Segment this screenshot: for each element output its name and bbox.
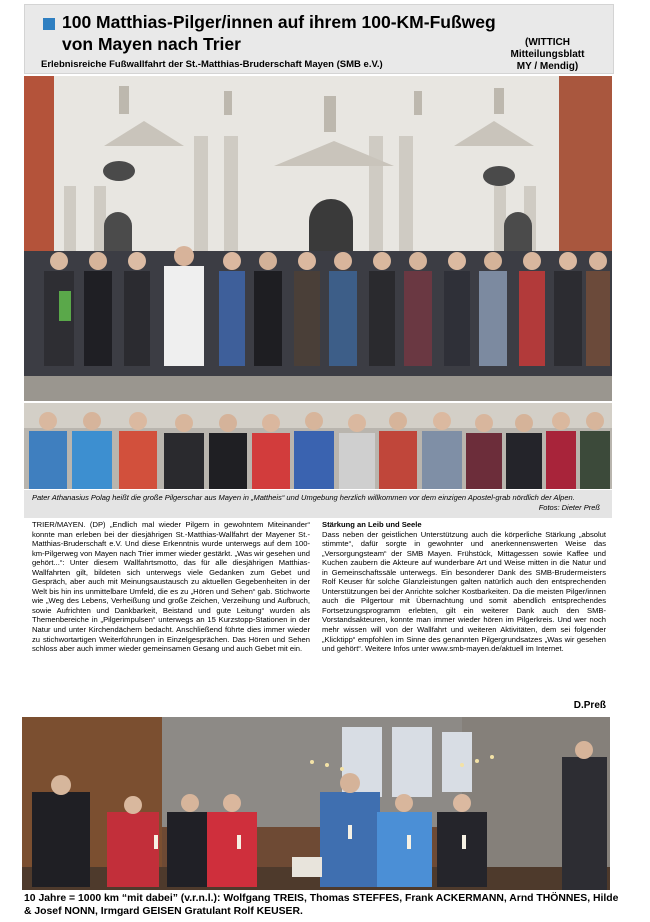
source-line-2: Mitteilungsblatt: [510, 49, 585, 60]
article-signature: D.Preß: [573, 700, 606, 711]
subheadline: Erlebnisreiche Fußwallfahrt der St.-Matthias-Bruderschaft Mayen (SMB e.V.): [41, 59, 383, 70]
header-box: [24, 4, 614, 74]
article-left-column: [32, 520, 310, 654]
honorees-caption: 10 Jahre = 1000 km “mit dabei” (v.r.n.l.): Wolfgang TREIS, Thomas STEFFES, Frank ACKERMANN, Arnd THÖNNES, Hilde & Josef NONN, Irmgard GEISEN Gratulant Rolf KEUSER.: [24, 893, 619, 917]
article-right-column: [322, 520, 606, 654]
article-right-heading: Stärkung an Leib und Seele: [322, 520, 422, 529]
photo-credit: Fotos: Dieter Preß: [538, 503, 600, 512]
article-left-text: TRIER/MAYEN. (DP) „Endlich mal wieder Pilgern in gewohntem Miteinander“ konnte man erleben bei der diesjährigen St.-Matthias-Wallfahrt der Mayener St.-Matthias-Bruderschaft e.V. Und diese Erkenntnis wurde unterwegs auf dem 100-km-Pilgerweg von Mayen nach Trier immer wieder gestärkt. „Was wir gesehen und gehört...“: Unter diesem Wallfahrtsmotto, das für alle diesjährigen Matthias-Wallfahrten gilt, bildeten sich unterwegs viele Gedanken zum Gebet und Gespräch, aber auch mit Meinungsaustausch zu aktuellen Gegebenheiten in der Welt bis hin ins unmittelbare Umfeld, die es zu „Hören und Sehen“ gab. Stichworte wie „Weg des Lebens, Verheißung und große Zeichen, Verzeihung und Aufbruch, sowie Aufrichten und Dankbarkeit, Beistand und gute Leitung“ wurden als Themenbereiche in „Pilgerimpulsen“ unterwegs an 15 Kurzstopp-Stationen in der Natur und unter Kirchendächern bedacht. Anschließend führte dies immer wieder zu stichwortartigen Weiterführungen in Einzelgesprächen. Das Hören und Sehen schloss aber auch immer wieder gemeinsamen Gesang und auch Gebet mit ein.: [32, 520, 310, 654]
source-line-3: MY / Mendig): [516, 61, 579, 72]
photo-caption: [24, 490, 612, 518]
article-right-text: Dass neben der geistlichen Unterstützung auch die körperliche Stärkung „absolut stimmte“, dafür sorgte in gewohnter und anerkennenswerten Weise das „Versorgungsteam“ der SMB Mayen. Frühstück, Mittagessen sowie Kaffee und Kuchen zaubern die Akteure auf wunderbare Art und Weise mitten in die Natur und in Gemeinschaftssäle unterwegs. Ein besonderer Dank des SMB-Brudermeisters Rolf Keuser für solche Glanzleistungen galten natürlich auch den entsprechenden Unterstützungen bei der Anrichte solcher Kostbarkeiten. Da die meisten Pilger/innen auch die Pilgertour mit Übernachtung und somit abendlich entsprechendes Fortsetzungsprogramm erlebten, gilt ein weiterer Dank auch den SMB-Vorstandsakteuren, konnte man immer wieder hören im Pilgerkreis. Und wer noch mehr wissen will von der Wallfahrt und weiteren Aktivitäten, dem sei folgender „Klicktipp“ empfohlen im Sinne des genannten Pilgergrundsatzes „Was wir gesehen und gehört“. Weitere Infos unter www.smb-mayen.de/aktuell im Internet.: [322, 529, 606, 654]
headline: 100 Matthias-Pilger/innen auf ihrem 100-KM-Fußweg von Mayen nach Trier: [62, 12, 496, 54]
photo-caption-text: Pater Athanasius Polag heißt die große Pilgerschar aus Mayen in „Mattheis“ und Umgebung herzlich willkommen vor dem einzigen Apostel-grab nördlich der Alpen.: [32, 493, 575, 502]
bullet-square-icon: [43, 18, 55, 30]
honorees-photo-church: [22, 717, 610, 890]
source-line-1: (WITTICH: [525, 37, 570, 48]
source-badge: [490, 37, 605, 73]
group-photo-strip: [24, 403, 612, 489]
group-photo-basilica: [24, 76, 612, 401]
